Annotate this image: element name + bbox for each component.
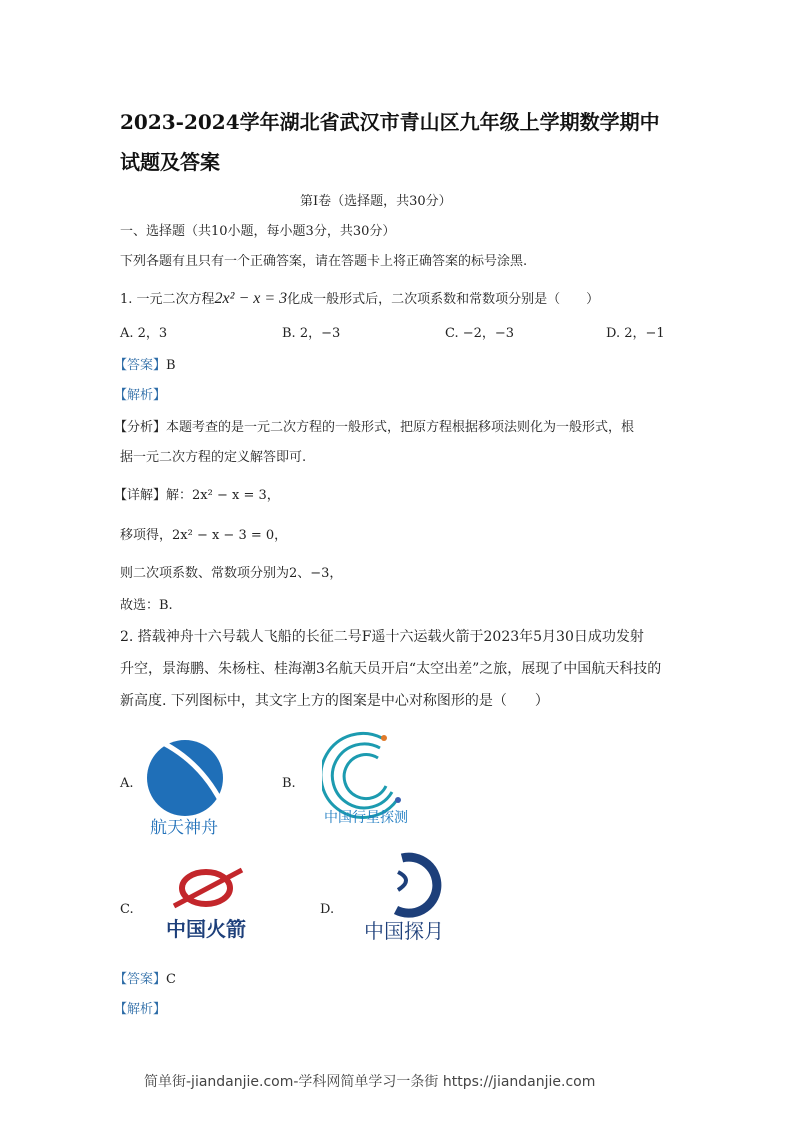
china-rocket-logo [164,866,264,942]
q1-suffix: 化成一般形式后，二次项系数和常数项分别是（ ） [287,292,600,307]
fenxi-label: 【分析】 [114,420,167,435]
fenxi-text: 本题考查的是一元二次方程的一般形式，把原方程根据移项法则化为一般形式，根 [166,420,635,435]
q1-detail-2: 移项得，2x² − x − 3 = 0， [120,528,288,543]
q1-analysis-label: 【解析】 [114,388,167,403]
page-footer: 简单街-jiandanjie.com-学科网简单学习一条街 https://jiandanjie.com [144,1074,596,1090]
q2-analysis-label: 【解析】 [114,1002,167,1017]
planet-exploration-logo [322,730,422,830]
detail-label: 【详解】 [114,488,167,503]
logo-text-b: 中国行星探测 [324,810,408,826]
instruction: 下列各题有且只有一个正确答案，请在答题卡上将正确答案的标号涂黑. [120,254,528,269]
q1-option-a: A. 2，3 [120,326,168,341]
answer-label: 【答案】 [114,972,167,987]
answer-value: B [166,358,176,373]
q1-fenxi-cont: 据一元二次方程的定义解答即可. [120,450,307,465]
china-lunar-logo [362,852,462,944]
q1-fenxi [114,416,634,435]
q1-option-b: B. 2，−3 [282,326,341,341]
q1-detail-3: 则二次项系数、常数项分别为2、−3， [120,566,343,581]
title-line-2: 试题及答案 [120,150,220,174]
detail-text: 解：2x² − x = 3， [166,488,280,503]
q2-option-a-label: A. [120,776,134,791]
q2-line-1: 2. 搭载神舟十六号载人飞船的长征二号F遥十六运载火箭于2023年5月30日成功发射 [120,629,644,645]
volume-heading: 第Ⅰ卷（选择题，共30分） [300,194,452,209]
q1-option-d: D. 2，−1 [606,326,665,341]
q2-option-b-label: B. [282,776,296,791]
q1-detail-4: 故选：B. [120,598,173,613]
title-line-1: 2023-2024学年湖北省武汉市青山区九年级上学期数学期中 [120,110,660,134]
q1-detail [114,484,280,503]
q1-stem [120,288,599,308]
q2-line-2: 升空，景海鹏、朱杨柱、桂海潮3名航天员开启“太空出差”之旅，展现了中国航天科技的 [120,661,662,677]
answer-value: C [166,972,176,987]
q2-answer [114,968,176,987]
q1-answer [114,354,176,373]
logo-text-c: 中国火箭 [166,917,246,941]
logo-text-d: 中国探月 [364,919,444,943]
q2-option-d-label: D. [320,902,335,917]
logo-text-a: 航天神舟 [150,818,218,838]
q1-option-c: C. −2，−3 [445,326,515,341]
q1-prefix: 1. 一元二次方程 [120,292,215,307]
shenzhou-logo [140,730,240,840]
q2-option-c-label: C. [120,902,134,917]
q2-line-3: 新高度. 下列图标中，其文字上方的图案是中心对称图形的是（ ） [120,693,549,709]
q1-equation: 2x² − x = 3 [214,290,288,307]
answer-label: 【答案】 [114,358,167,373]
section-heading: 一、选择题（共10小题，每小题3分，共30分） [120,224,396,239]
